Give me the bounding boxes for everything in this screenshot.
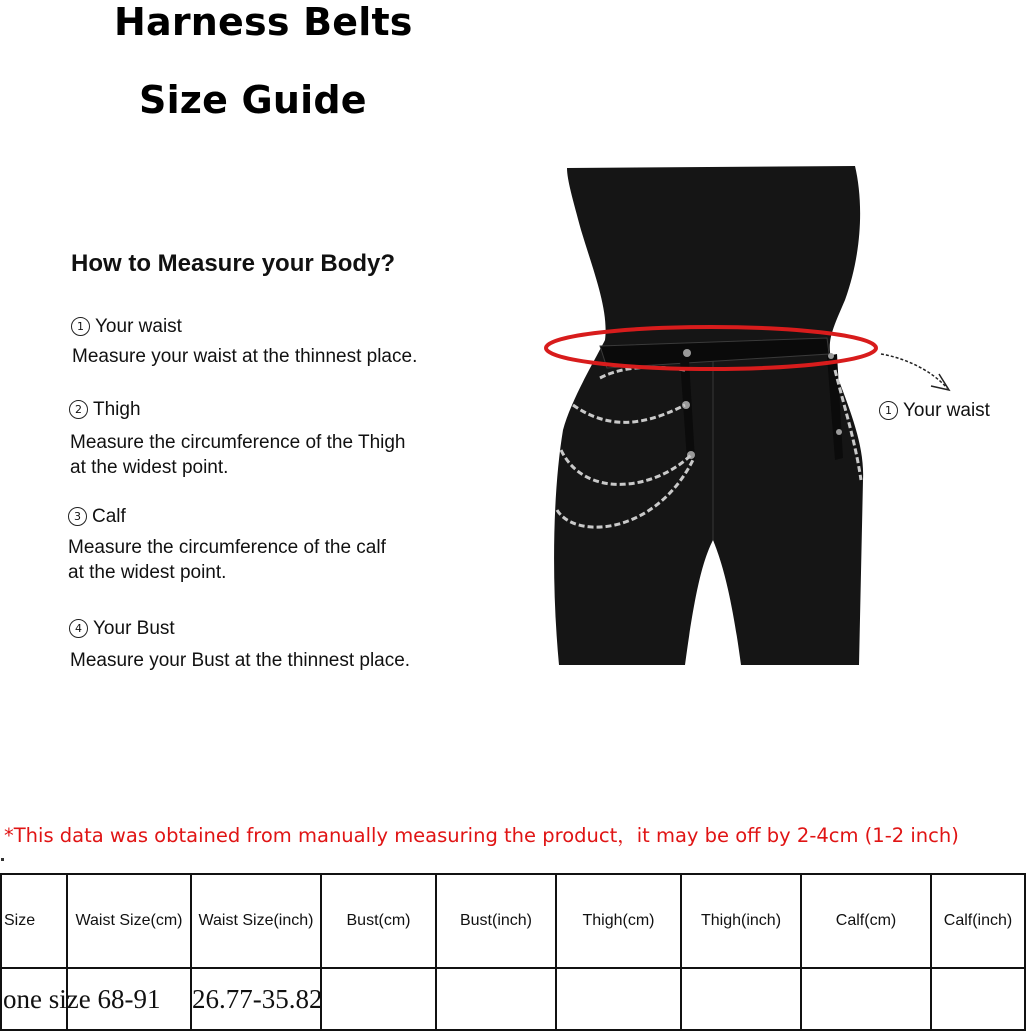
table-header-row	[1, 874, 1025, 968]
table-row	[1, 968, 1025, 1030]
step-desc-line: Measure the circumference of the calf	[68, 537, 386, 558]
step-thigh-desc	[70, 430, 406, 480]
step-calf-desc	[68, 535, 386, 585]
step-number-badge: 1	[71, 317, 90, 336]
page-title: Harness Belts	[114, 0, 413, 44]
table-cell-calf-cm	[801, 968, 931, 1030]
table-cell-bust-inch	[436, 968, 556, 1030]
divider-dot	[1, 858, 4, 861]
page-subtitle: Size Guide	[139, 78, 367, 122]
header-cell-bust-inch: Bust(inch)	[436, 874, 556, 968]
header-cell-waist-inch: Waist Size(inch)	[191, 874, 321, 968]
header-cell-waist-cm: Waist Size(cm)	[67, 874, 191, 968]
table-cell-thigh-cm	[556, 968, 681, 1030]
header-cell-bust-cm: Bust(cm)	[321, 874, 436, 968]
step-bust-title	[69, 618, 175, 640]
step-number-badge: 4	[69, 619, 88, 638]
step-thigh-title	[69, 399, 141, 421]
step-desc-line: Measure the circumference of the Thigh	[70, 432, 406, 453]
header-cell-thigh-inch: Thigh(inch)	[681, 874, 801, 968]
step-desc-line: at the widest point.	[70, 457, 229, 478]
header-cell-size: Size	[1, 874, 67, 968]
callout-number-badge: 1	[879, 401, 898, 420]
header-cell-thigh-cm: Thigh(cm)	[556, 874, 681, 968]
callout-label: Your waist	[903, 400, 990, 421]
mannequin-body	[554, 166, 863, 665]
header-cell-calf-cm: Calf(cm)	[801, 874, 931, 968]
waist-callout	[879, 400, 990, 422]
step-number-badge: 3	[68, 507, 87, 526]
step-waist-desc	[72, 344, 417, 369]
header-cell-calf-inch: Calf(inch)	[931, 874, 1025, 968]
step-label: Thigh	[93, 399, 141, 420]
step-bust-desc	[70, 648, 410, 673]
callout-arrow	[881, 354, 947, 388]
step-label: Your waist	[95, 316, 182, 337]
step-waist-title	[71, 316, 182, 338]
table-cell-thigh-inch	[681, 968, 801, 1030]
table-cell-waist-inch: 26.77-35.82	[191, 968, 321, 1030]
size-table	[0, 873, 1026, 1031]
how-to-heading: How to Measure your Body?	[71, 250, 396, 277]
step-desc-line: Measure your Bust at the thinnest place.	[70, 650, 411, 671]
step-label: Your Bust	[93, 618, 175, 639]
table-cell-size: one size	[1, 968, 67, 1030]
step-desc-line: at the widest point.	[68, 562, 227, 583]
step-label: Calf	[92, 506, 126, 527]
table-cell-calf-inch	[931, 968, 1025, 1030]
table-cell-waist-cm: 68-91	[67, 968, 191, 1030]
step-calf-title	[68, 506, 126, 528]
step-number-badge: 2	[69, 400, 88, 419]
measurement-note: *This data was obtained from manually measuring the product，it may be off by 2-4cm (1-2 inch)	[4, 824, 959, 847]
table-cell-bust-cm	[321, 968, 436, 1030]
step-desc-line: Measure your waist at the thinnest place.	[72, 346, 418, 367]
